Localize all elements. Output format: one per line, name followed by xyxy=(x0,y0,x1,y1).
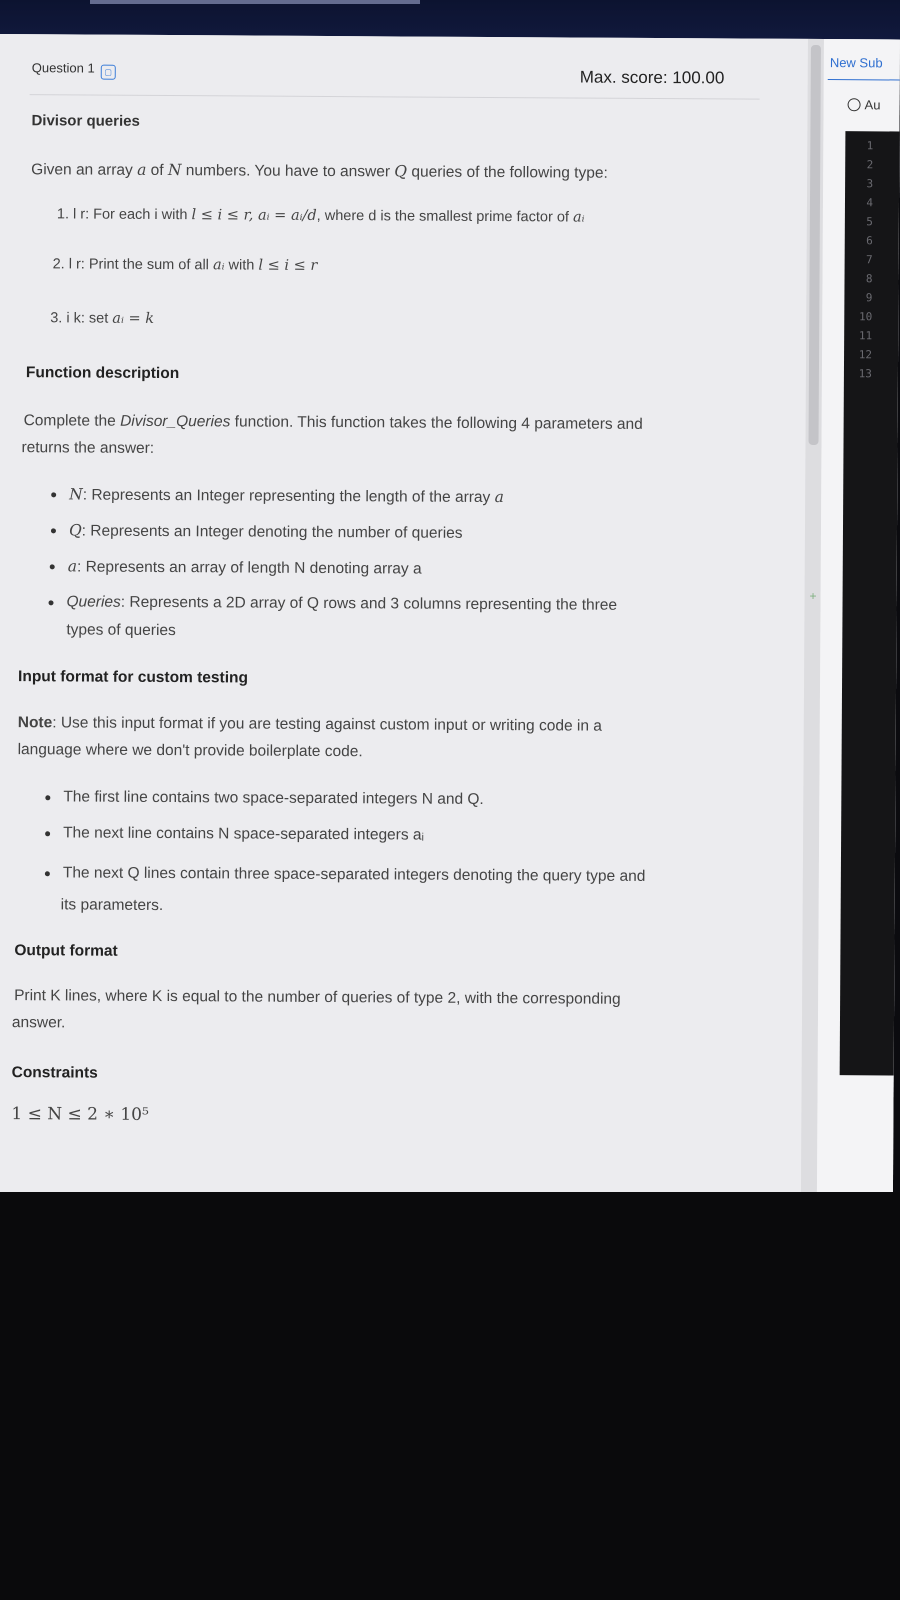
input-note xyxy=(18,714,602,736)
question-number: 1 xyxy=(87,60,95,76)
param-n xyxy=(69,485,504,507)
param-n-desc: : Represents an Integer representing the length of the array xyxy=(82,486,495,507)
editor-panel xyxy=(817,39,900,1197)
line-number: 6 xyxy=(866,234,873,248)
problem-panel xyxy=(0,34,808,1197)
query1-rest: , where d is the smallest prime factor of xyxy=(316,207,574,226)
autosave-label: Au xyxy=(864,97,881,113)
query3-math: aᵢ = k xyxy=(112,310,155,327)
question-header xyxy=(30,52,760,99)
line-number: 5 xyxy=(866,215,873,229)
check-circle-icon xyxy=(848,98,861,111)
line-number: 1 xyxy=(866,139,874,153)
max-score: Max. score: 100.00 xyxy=(579,67,725,88)
line-number: 3 xyxy=(866,177,874,191)
param-q-name: Q xyxy=(68,521,82,540)
line-number: 9 xyxy=(865,291,873,305)
function-name: Divisor_Queries xyxy=(120,412,231,431)
resize-handle-icon[interactable]: + xyxy=(809,588,817,603)
line-number: 11 xyxy=(858,329,873,343)
query2-prefix: 2. l r: Print the sum of all xyxy=(52,256,214,274)
line-number: 13 xyxy=(858,367,872,381)
param-a-desc: : Represents an array of length xyxy=(76,558,295,577)
tab-underline xyxy=(828,79,900,80)
line-number: 12 xyxy=(858,348,873,362)
param-a-name: a xyxy=(67,557,78,576)
output-format-text-2: answer. xyxy=(11,1014,66,1032)
note-label: Note xyxy=(17,714,53,732)
line-number: 2 xyxy=(866,158,874,172)
param-n-name: N xyxy=(69,485,83,504)
question-label xyxy=(32,60,116,80)
line-number: 8 xyxy=(865,272,873,286)
intro-var-n: N xyxy=(167,161,182,180)
param-a xyxy=(68,557,422,578)
input-item-1: The first line contains two space-separated integers N and Q. xyxy=(63,788,484,808)
intro-tail: queries of the following type: xyxy=(407,163,608,182)
function-description-text xyxy=(24,412,643,434)
note-text: : Use this input format if you are testing against custom input or writing code in a xyxy=(52,714,602,735)
intro-var-a: a xyxy=(137,160,147,179)
intro-post: numbers. You have to answer xyxy=(181,162,395,181)
input-item-3-line2: its parameters. xyxy=(60,896,164,915)
query3-prefix: 3. i k: set xyxy=(50,310,113,327)
intro-var-q: Q xyxy=(394,162,408,181)
query1-prefix: 1. l r: For each i with xyxy=(56,206,192,224)
param-q-desc: : Represents an Integer denoting the number of queries xyxy=(81,522,463,542)
intro-pre: Given an array xyxy=(31,161,138,179)
intro-mid: of xyxy=(146,161,168,180)
input-item-3: The next Q lines contain three space-separated integers denoting the query type and xyxy=(62,864,646,885)
statement-intro xyxy=(31,160,608,183)
code-editor[interactable] xyxy=(840,131,900,1075)
param-queries-line2: types of queries xyxy=(66,621,176,640)
param-queries-name: Queries xyxy=(66,593,121,611)
problem-title: Divisor queries xyxy=(31,112,140,130)
function-description-heading: Function description xyxy=(25,364,180,383)
query1-ai: aᵢ xyxy=(572,209,585,226)
query2-rest: with xyxy=(224,257,259,274)
screen xyxy=(0,34,900,1197)
query-type-3 xyxy=(50,310,154,327)
output-format-text: Print K lines, where K is equal to the number of queries of type 2, with the corresponding xyxy=(14,987,621,1008)
query1-math: l ≤ i ≤ r, aᵢ = aᵢ/d xyxy=(191,207,317,224)
param-queries-desc: : Represents a 2D array of Q rows and 3 columns representing the three xyxy=(120,593,618,614)
fd-post: function. This function takes the following 4 parameters and xyxy=(230,413,643,433)
autosave-indicator xyxy=(848,97,881,112)
input-format-heading: Input format for custom testing xyxy=(18,668,249,687)
input-note-line2: language where we don't provide boilerplate code. xyxy=(17,741,363,761)
param-a-tail: N denoting array a xyxy=(294,559,422,578)
line-number: 4 xyxy=(866,196,874,210)
line-number: 10 xyxy=(858,310,873,324)
query2-ai: aᵢ xyxy=(212,257,225,274)
fd-pre: Complete the xyxy=(23,412,121,430)
constraints-heading: Constraints xyxy=(11,1064,98,1082)
constraint-n: 1 ≤ N ≤ 2 ∗ 10⁵ xyxy=(11,1104,149,1125)
query2-math: l ≤ i ≤ r xyxy=(258,257,318,274)
dark-area xyxy=(0,1192,900,1600)
param-n-tail: a xyxy=(494,488,504,507)
output-format-heading: Output format xyxy=(14,942,118,960)
function-description-text-2: returns the answer: xyxy=(21,439,155,457)
param-queries xyxy=(66,593,617,614)
progress-glow xyxy=(90,0,420,4)
param-q xyxy=(69,521,463,542)
line-number: 7 xyxy=(865,253,873,267)
bookmark-icon[interactable]: ▢ xyxy=(101,65,116,80)
input-item-2: The next line contains N space-separated integers aᵢ xyxy=(63,824,425,844)
question-label-text: Question xyxy=(31,60,84,76)
query-type-2 xyxy=(53,256,318,274)
query-type-1 xyxy=(57,206,585,225)
new-submission-tab[interactable]: New Sub xyxy=(829,55,883,71)
scrollbar-thumb[interactable] xyxy=(809,45,821,445)
